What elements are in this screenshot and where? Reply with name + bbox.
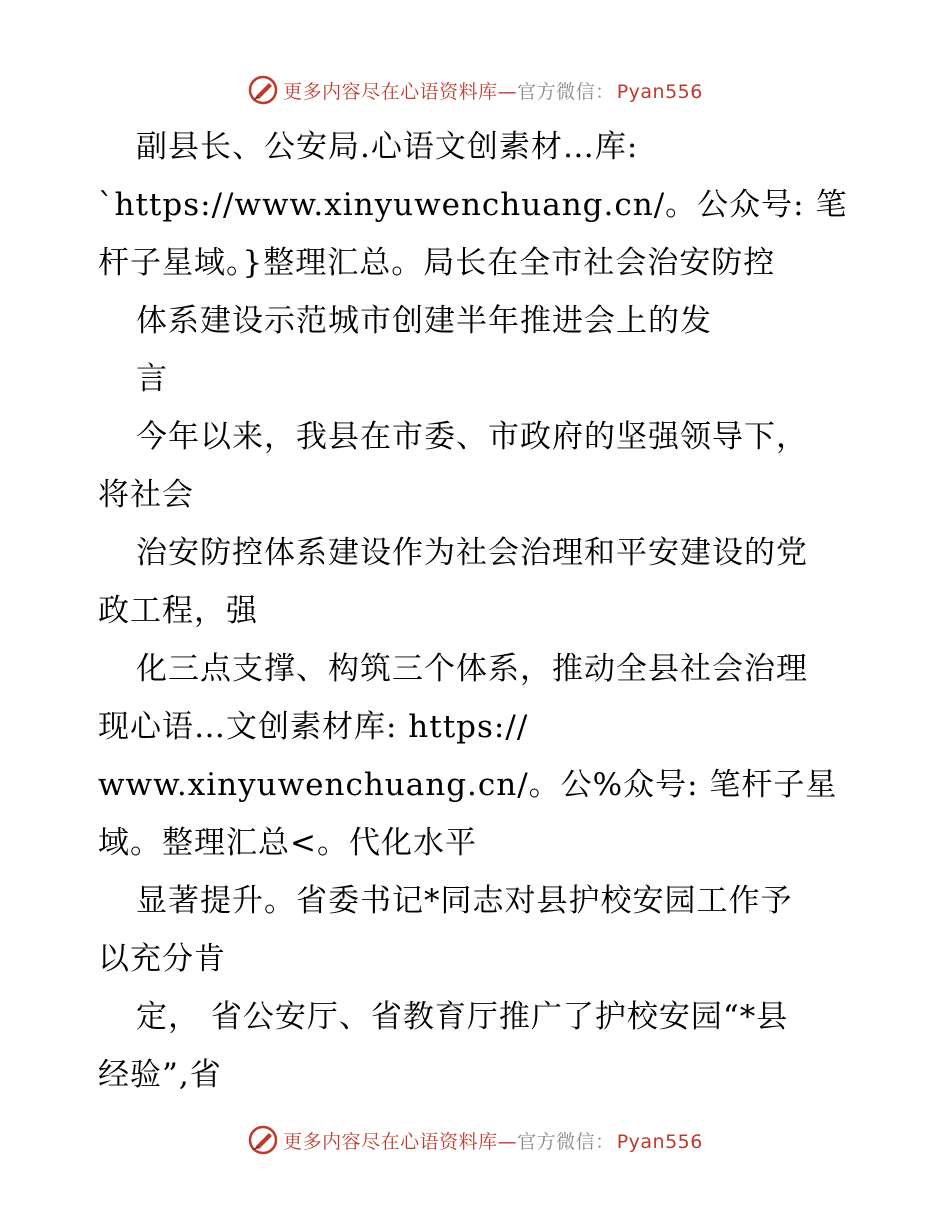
text-line: 言	[136, 361, 168, 397]
text-line: `https://www.xinyuwenchuang.cn/。公众号: 笔	[98, 187, 848, 223]
text-line: 治安防控体系建设作为社会治理和平安建设的党	[136, 535, 808, 571]
watermark-official: 官方微信：	[517, 1130, 615, 1153]
watermark-id: Pyan556	[616, 1130, 703, 1153]
text-line: 将社会	[98, 477, 194, 513]
watermark-id: Pyan556	[616, 80, 703, 103]
text-line: 现心语…文创素材库: https://	[98, 709, 529, 745]
watermark-official: 官方微信：	[517, 80, 615, 103]
text-line: 域。整理汇总<。代化水平	[98, 825, 477, 861]
footer-watermark	[0, 1120, 950, 1160]
text-line: 今年以来，我县在市委、市政府的坚强领导下，	[136, 419, 808, 455]
watermark-text	[283, 1127, 703, 1154]
watermark-separator: —	[497, 80, 518, 103]
header-watermark	[0, 70, 950, 110]
brush-logo-icon	[247, 1124, 279, 1156]
text-line: 经验”,省	[98, 1057, 222, 1093]
text-line: 显著提升。省委书记*同志对县护校安园工作予	[136, 883, 793, 919]
text-line: 以充分肯	[98, 941, 226, 977]
text-line: 杆子星域。}整理汇总。局长在全市社会治安防控	[98, 245, 776, 281]
watermark-main: 更多内容尽在心语资料库	[283, 1130, 498, 1153]
text-line: 副县长、公安局.心语文创素材…库:	[136, 129, 639, 165]
text-line: 体系建设示范城市创建半年推进会上的发	[136, 303, 712, 339]
brush-logo-icon	[247, 74, 279, 106]
text-line: 政工程，强	[98, 593, 258, 629]
text-line: 定， 省公安厅、省教育厅推广了护校安园“*县	[136, 999, 789, 1035]
watermark-main: 更多内容尽在心语资料库	[283, 80, 498, 103]
watermark-separator: —	[497, 1130, 518, 1153]
text-line: 化三点支撑、构筑三个体系，推动全县社会治理	[136, 651, 808, 687]
text-line: www.xinyuwenchuang.cn/。公%众号: 笔杆子星	[98, 767, 838, 803]
watermark-text	[283, 77, 703, 104]
